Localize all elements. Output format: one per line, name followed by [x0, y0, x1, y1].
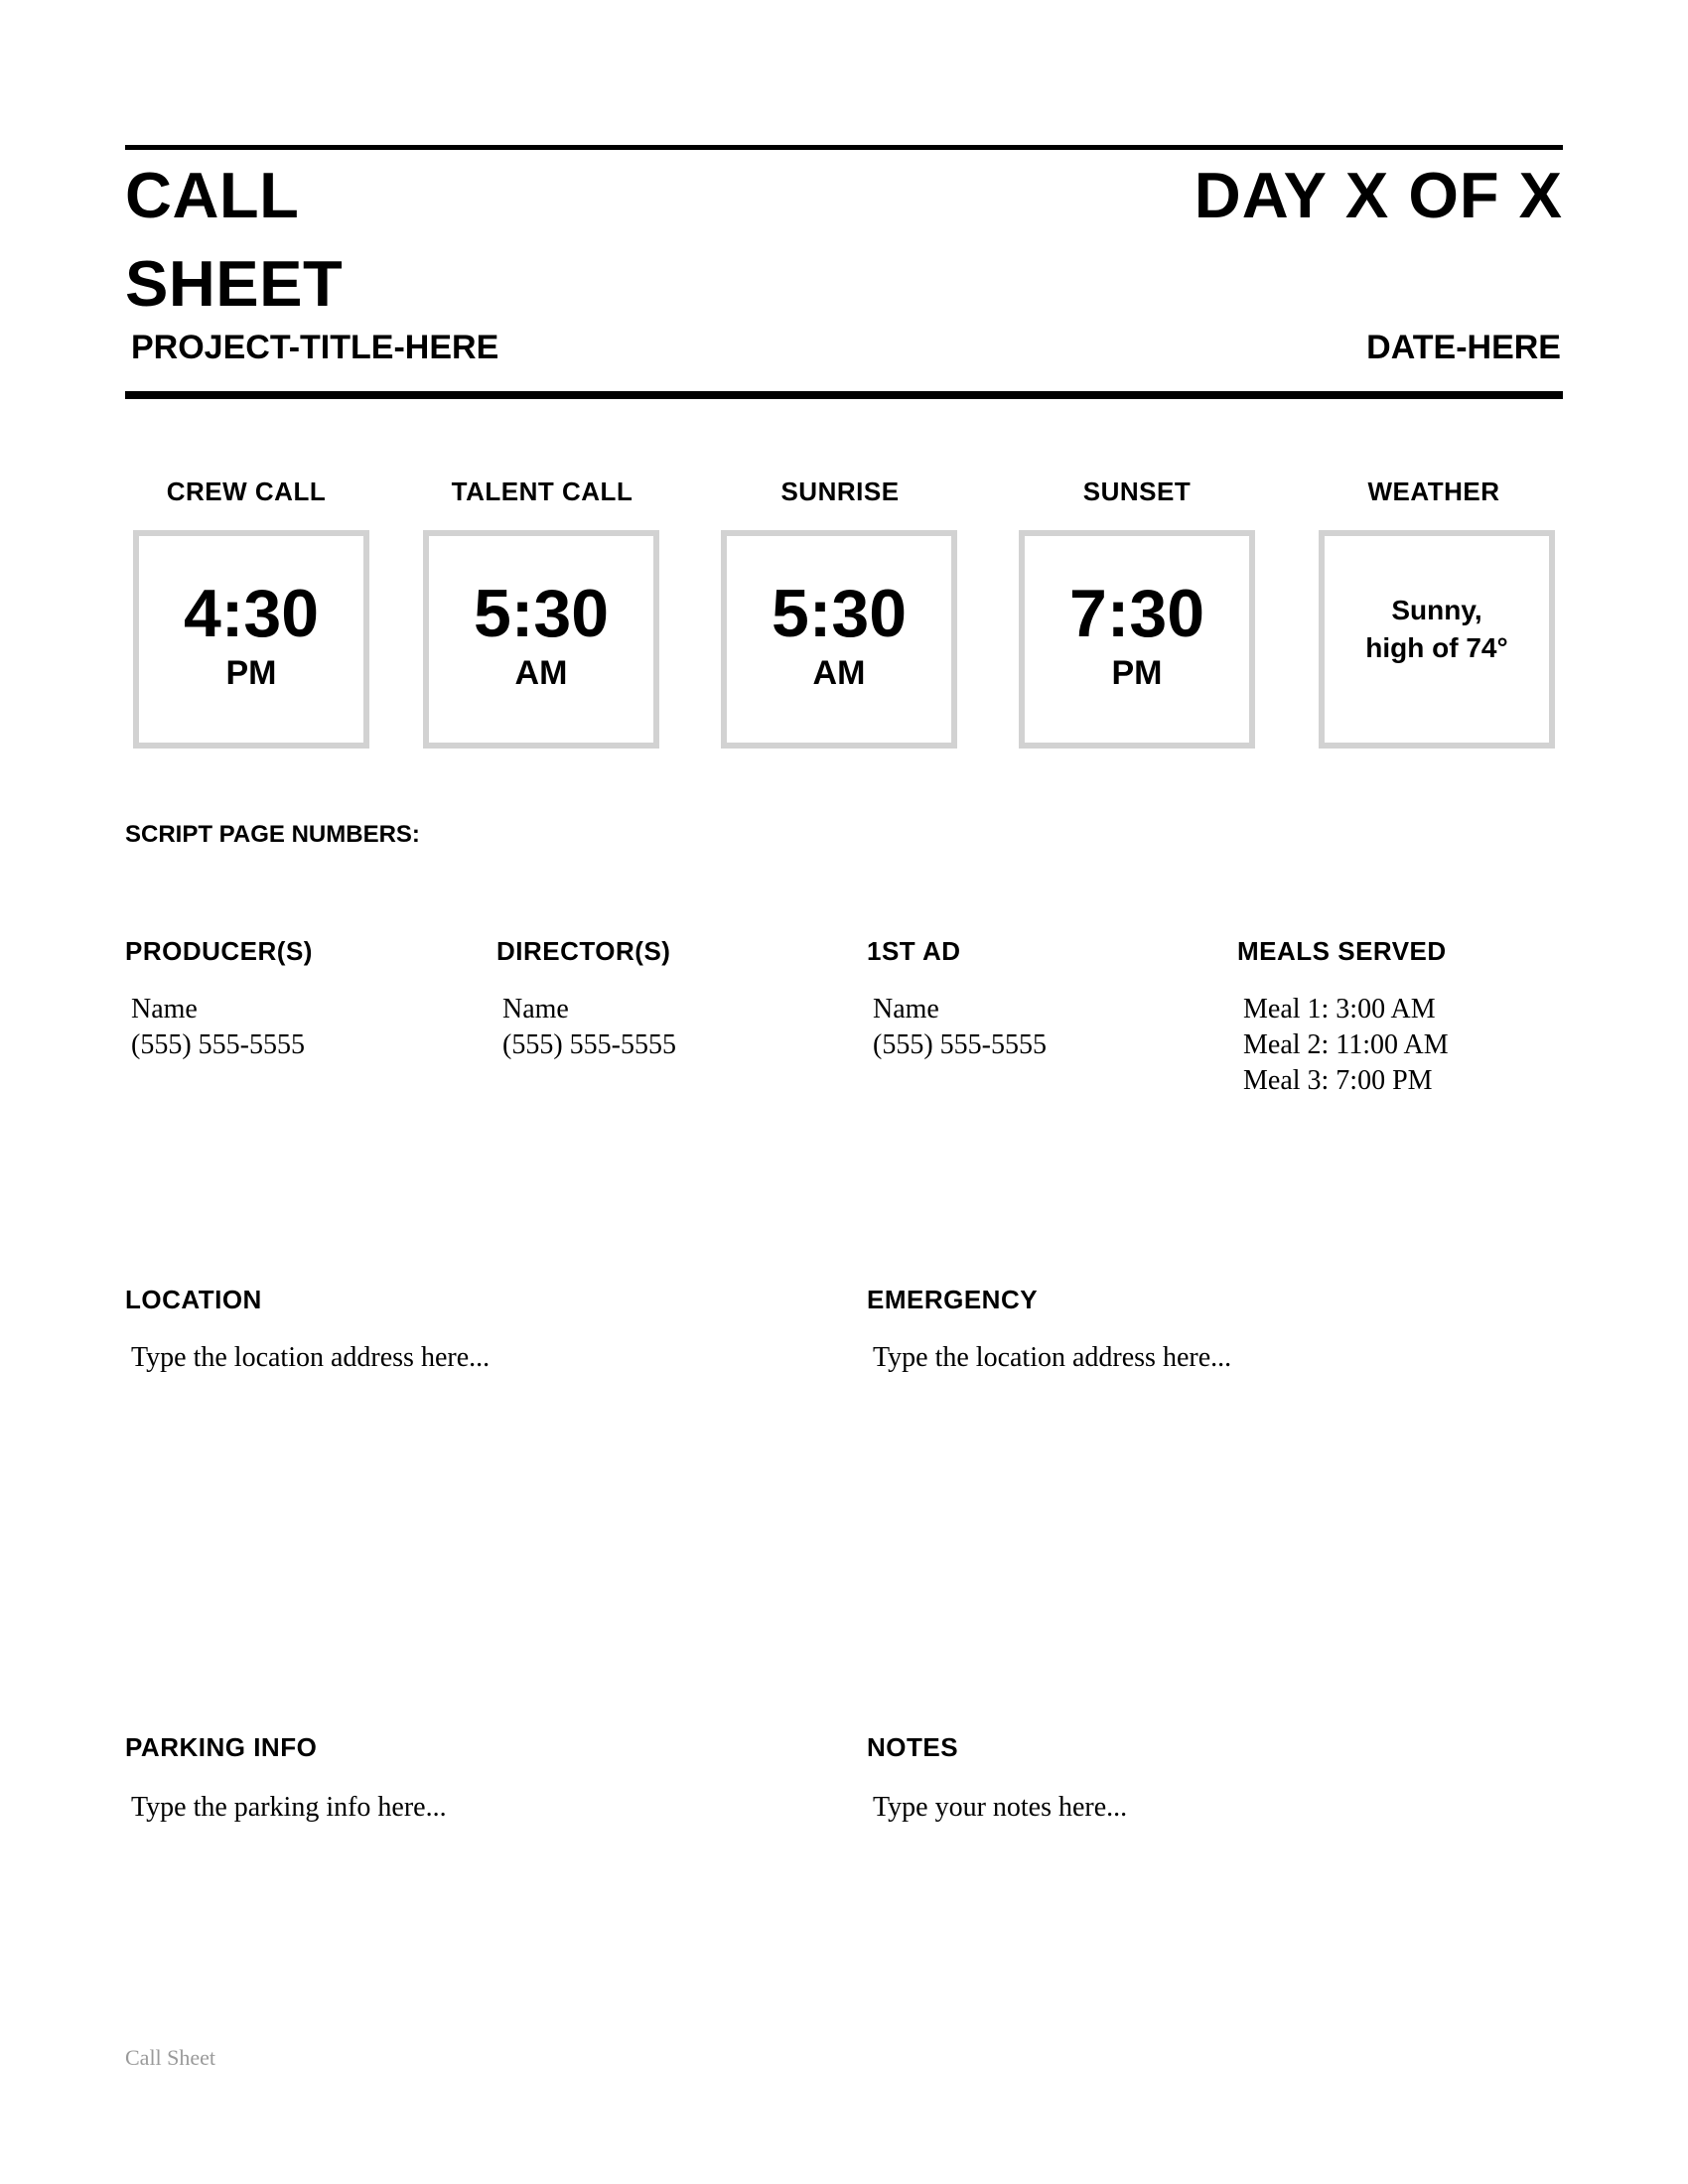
sunset-time: 7:30	[1068, 576, 1205, 651]
meal-3: Meal 3: 7:00 PM	[1243, 1065, 1433, 1096]
meals-served-label: MEALS SERVED	[1237, 936, 1447, 966]
script-page-numbers-label: SCRIPT PAGE NUMBERS:	[125, 821, 420, 848]
weather-box[interactable]	[1319, 530, 1555, 749]
weather-line-1: Sunny,	[1391, 595, 1482, 625]
directors-phone: (555) 555-5555	[502, 1029, 676, 1060]
first-ad-info[interactable]	[873, 992, 1047, 1063]
meals-served-info[interactable]	[1243, 992, 1449, 1099]
project-title: PROJECT-TITLE-HERE	[131, 329, 499, 366]
talent-call-box[interactable]	[423, 530, 659, 749]
directors-label: DIRECTOR(S)	[496, 936, 671, 966]
location-label: LOCATION	[125, 1285, 262, 1314]
sunrise-label: SUNRISE	[780, 477, 900, 506]
sunrise-time: 5:30	[771, 576, 908, 651]
talent-call-label: TALENT CALL	[451, 477, 633, 506]
sunset-box[interactable]	[1019, 530, 1255, 749]
location-text[interactable]: Type the location address here...	[131, 1342, 491, 1373]
weather-line-2: high of 74°	[1365, 632, 1508, 663]
notes-label: NOTES	[867, 1732, 959, 1762]
directors-info[interactable]	[502, 992, 676, 1063]
producers-info[interactable]	[131, 992, 305, 1063]
crew-call-label: CREW CALL	[166, 477, 327, 506]
day-counter: DAY X OF X	[1194, 159, 1563, 231]
sunset-label: SUNSET	[1082, 477, 1192, 506]
title-line-1: CALL	[125, 159, 300, 231]
header-top-rule	[125, 145, 1563, 150]
sunrise-ampm: AM	[812, 654, 866, 692]
page-title	[125, 151, 343, 328]
first-ad-name: Name	[873, 994, 939, 1024]
first-ad-label: 1ST AD	[867, 936, 961, 966]
crew-call-ampm: PM	[225, 654, 277, 692]
header-bottom-rule	[125, 391, 1563, 399]
emergency-text[interactable]: Type the location address here...	[873, 1342, 1232, 1373]
notes-text[interactable]: Type your notes here...	[873, 1792, 1128, 1823]
producers-phone: (555) 555-5555	[131, 1029, 305, 1060]
sunrise-box[interactable]	[721, 530, 957, 749]
first-ad-phone: (555) 555-5555	[873, 1029, 1047, 1060]
date-field: DATE-HERE	[1366, 329, 1561, 366]
talent-call-time: 5:30	[473, 576, 610, 651]
meal-2: Meal 2: 11:00 AM	[1243, 1029, 1449, 1060]
footer-text: Call Sheet	[125, 2045, 216, 2070]
title-line-2: SHEET	[125, 247, 344, 320]
producers-name: Name	[131, 994, 198, 1024]
talent-call-ampm: AM	[514, 654, 568, 692]
meal-1: Meal 1: 3:00 AM	[1243, 994, 1436, 1024]
parking-info-text[interactable]: Type the parking info here...	[131, 1792, 447, 1823]
directors-name: Name	[502, 994, 569, 1024]
crew-call-box[interactable]	[133, 530, 369, 749]
crew-call-time: 4:30	[183, 576, 320, 651]
weather-text	[1325, 592, 1549, 667]
weather-label: WEATHER	[1367, 477, 1500, 506]
sunset-ampm: PM	[1111, 654, 1163, 692]
emergency-label: EMERGENCY	[867, 1285, 1039, 1314]
producers-label: PRODUCER(S)	[125, 936, 313, 966]
parking-info-label: PARKING INFO	[125, 1732, 318, 1762]
